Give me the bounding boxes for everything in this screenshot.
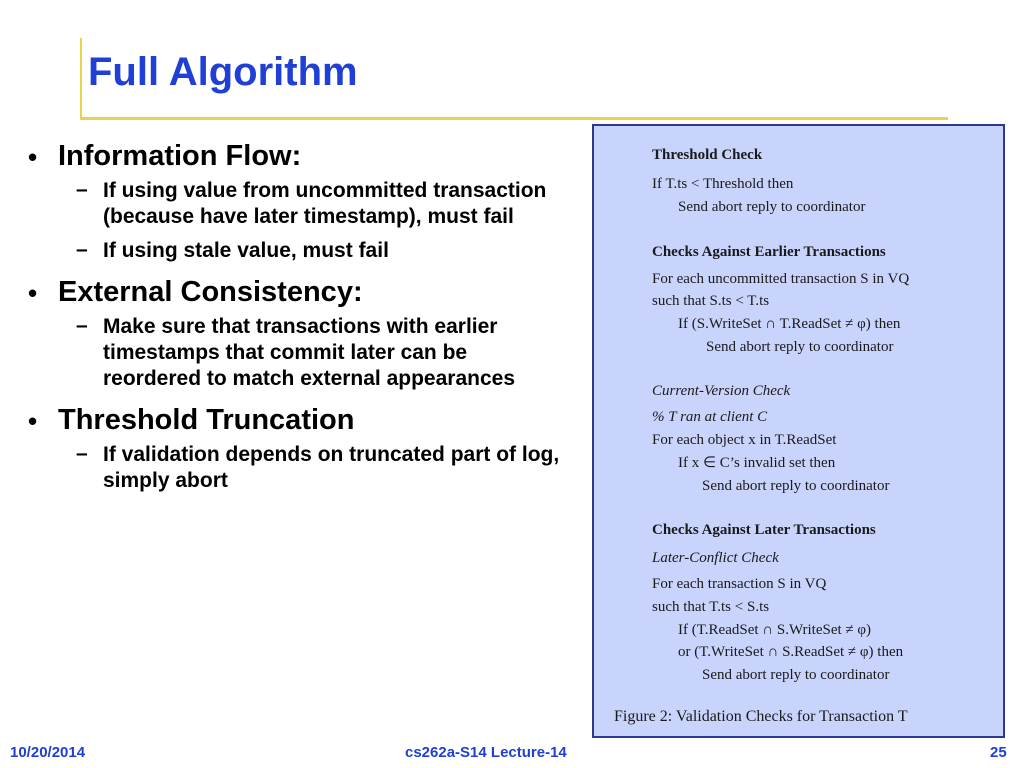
bullet-list [28, 138, 568, 504]
bullet-item [28, 402, 568, 494]
figure-line: Send abort reply to coordinator [702, 667, 890, 683]
figure-line: Send abort reply to coordinator [702, 478, 890, 494]
figure-subheading: Current-Version Check [652, 383, 791, 399]
footer-date: 10/20/2014 [10, 744, 86, 761]
footer-course: cs262a-S14 Lecture-14 [405, 744, 567, 761]
bullet-item [28, 138, 568, 264]
figure-line: For each object x in T.ReadSet [652, 432, 837, 448]
sub-bullet-text: If using stale value, must fail [103, 239, 389, 262]
figure-subheading: Later-Conflict Check [652, 550, 779, 566]
sub-bullet-item [58, 238, 568, 264]
bullet-text: Information Flow: [58, 140, 302, 172]
sub-bullet-list [58, 178, 568, 264]
figure-line: or (T.WriteSet ∩ S.ReadSet ≠ φ) then [678, 644, 904, 660]
figure-heading: Threshold Check [652, 147, 763, 163]
sub-bullet-item [58, 442, 568, 494]
figure-caption: Figure 2: Validation Checks for Transaction T [614, 708, 908, 725]
sub-bullet-text: Make sure that transactions with earlier timestamps that commit later can be reordered to match external appearances [103, 315, 516, 390]
figure-line: such that T.ts < S.ts [652, 599, 770, 615]
sub-bullet-list [58, 314, 568, 392]
dash-marker-icon: – [76, 442, 88, 465]
figure-line: Send abort reply to coordinator [678, 199, 866, 215]
figure-heading: Checks Against Later Transactions [652, 522, 876, 538]
figure-line: If x ∈ C’s invalid set then [678, 455, 836, 471]
figure-line: If T.ts < Threshold then [652, 176, 794, 192]
footer-page-number: 25 [990, 744, 1007, 761]
bullet-marker-icon: • [28, 278, 38, 308]
figure-line: For each transaction S in VQ [652, 576, 827, 592]
figure-comment: % T ran at client C [652, 409, 768, 425]
dash-marker-icon: – [76, 178, 88, 201]
bullet-marker-icon: • [28, 406, 38, 436]
title-vertical-rule [80, 38, 82, 120]
sub-bullet-list [58, 442, 568, 494]
dash-marker-icon: – [76, 238, 88, 261]
slide-title: Full Algorithm [88, 50, 358, 94]
bullet-item [28, 274, 568, 392]
bullet-marker-icon: • [28, 142, 38, 172]
title-horizontal-rule [80, 117, 948, 120]
sub-bullet-text: If using value from uncommitted transaction (because have later timestamp), must fail [103, 179, 547, 228]
sub-bullet-text: If validation depends on truncated part of log, simply abort [103, 443, 560, 492]
dash-marker-icon: – [76, 314, 88, 337]
sub-bullet-item [58, 178, 568, 230]
validation-figure [592, 124, 1005, 738]
figure-line: Send abort reply to coordinator [706, 339, 894, 355]
bullet-text: Threshold Truncation [58, 404, 355, 436]
figure-line: If (T.ReadSet ∩ S.WriteSet ≠ φ) [678, 622, 872, 638]
figure-line: If (S.WriteSet ∩ T.ReadSet ≠ φ) then [678, 316, 901, 332]
figure-line: such that S.ts < T.ts [652, 293, 770, 309]
figure-line: For each uncommitted transaction S in VQ [652, 271, 910, 287]
figure-heading: Checks Against Earlier Transactions [652, 244, 886, 260]
sub-bullet-item [58, 314, 568, 392]
bullet-text: External Consistency: [58, 276, 363, 308]
